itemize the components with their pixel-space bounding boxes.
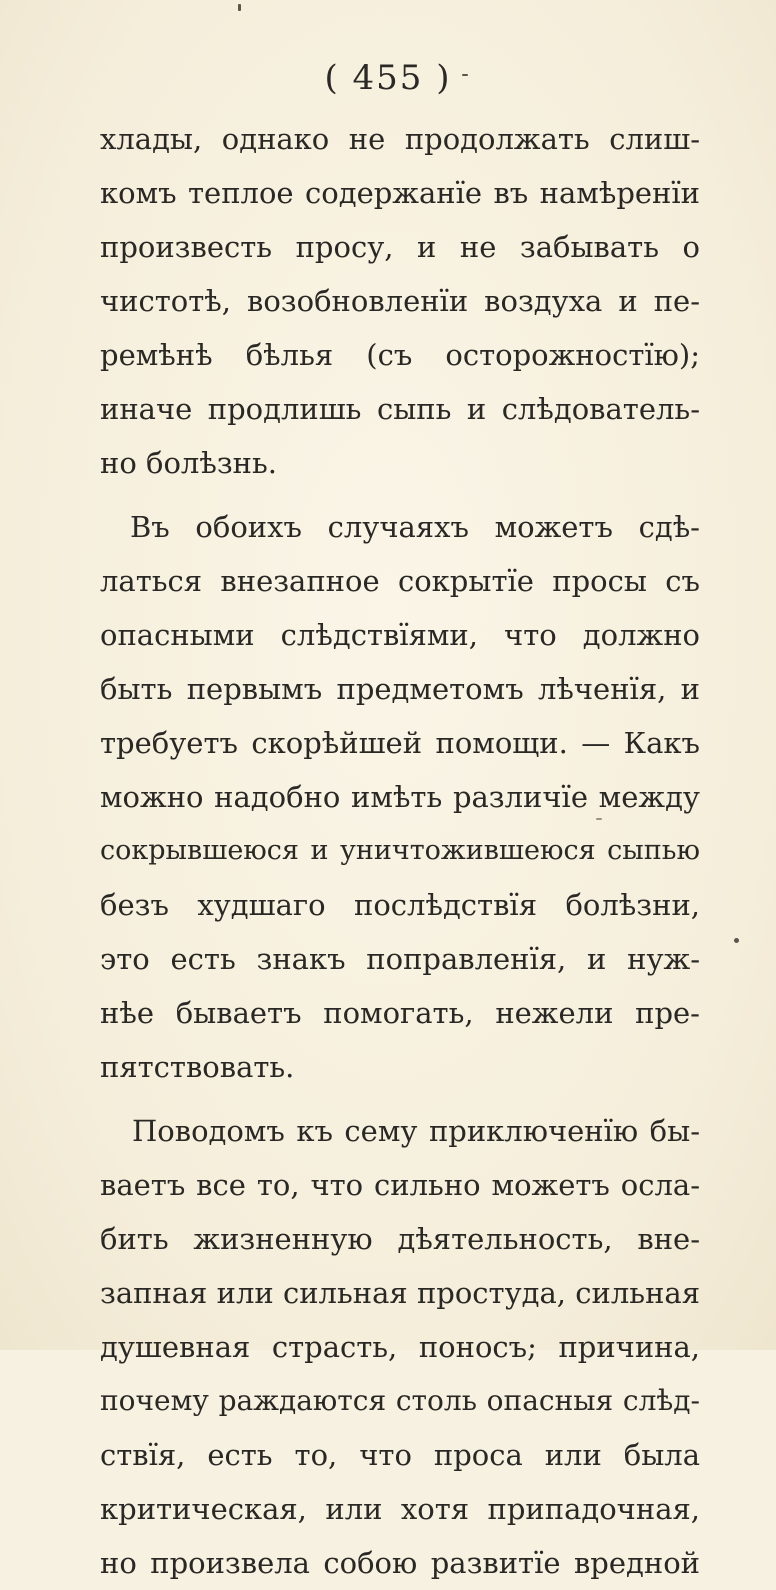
text-line: сокрывшеюся и уничтожившеюся сыпью: [100, 835, 700, 866]
text-line: Поводомъ къ сему приключенїю бы-: [132, 1114, 700, 1148]
text-line: быть первымъ предметомъ лѣченїя, и: [100, 672, 700, 706]
text-line: иначе продлишь сыпь и слѣдователь-: [100, 392, 700, 426]
text-line: чистотѣ, возобновленїи воздуха и пе-: [100, 284, 700, 318]
text-line: произвесть просу, и не забывать о: [100, 230, 700, 264]
text-line: нѣе бываетъ помогать, нежели пре-: [100, 996, 700, 1030]
text-line: опасными слѣдствїями, что должно: [100, 618, 700, 652]
text-line: хлады, однако не продолжать слиш-: [100, 122, 700, 156]
paragraph-2: [100, 500, 700, 1094]
text-line: ствїя, есть то, что проса или была: [100, 1438, 700, 1472]
text-line: латься внезапное сокрытїе просы съ: [100, 564, 700, 598]
paragraph-gap: [100, 490, 700, 500]
text-line: ваетъ все то, что сильно можетъ осла-: [100, 1168, 700, 1202]
text-line: Въ обоихъ случаяхъ можетъ сдѣ-: [130, 510, 700, 544]
paragraph-gap: [100, 1094, 700, 1104]
ink-speck: [596, 818, 602, 820]
text-line: но болѣзнь.: [100, 446, 277, 480]
body-text: [100, 112, 700, 1590]
page-number: ( 455 ): [324, 58, 452, 98]
text-line: запная или сильная простуда, сильная: [100, 1276, 700, 1310]
text-line: критическая, или хотя припадочная,: [100, 1492, 700, 1526]
ink-speck: [238, 4, 241, 11]
text-line: можно надобно имѣть различїе между: [100, 780, 700, 814]
paragraph-1: [100, 112, 700, 490]
paragraph-3: [100, 1104, 700, 1590]
text-line: это есть знакъ поправленїя, и нуж-: [100, 942, 700, 976]
ink-speck: [734, 938, 739, 943]
ink-speck: [462, 74, 468, 76]
text-line: бить жизненную дѣятельность, вне-: [100, 1222, 700, 1256]
text-line: комъ теплое содержанїе въ намѣренїи: [100, 176, 700, 210]
text-line: но произвела собою развитїе вредной: [100, 1546, 700, 1580]
text-line: пятствовать.: [100, 1050, 295, 1084]
text-line: безъ худшаго послѣдствїя болѣзни,: [100, 888, 700, 922]
text-line: требуетъ скорѣйшей помощи. — Какъ: [100, 726, 700, 760]
text-line: душевная страсть, поносъ; причина,: [100, 1330, 700, 1364]
text-line: почему раждаются столь опасныя слѣд-: [100, 1384, 700, 1417]
text-line: ремѣнѣ бѣлья (съ осторожностїю);: [100, 338, 700, 372]
